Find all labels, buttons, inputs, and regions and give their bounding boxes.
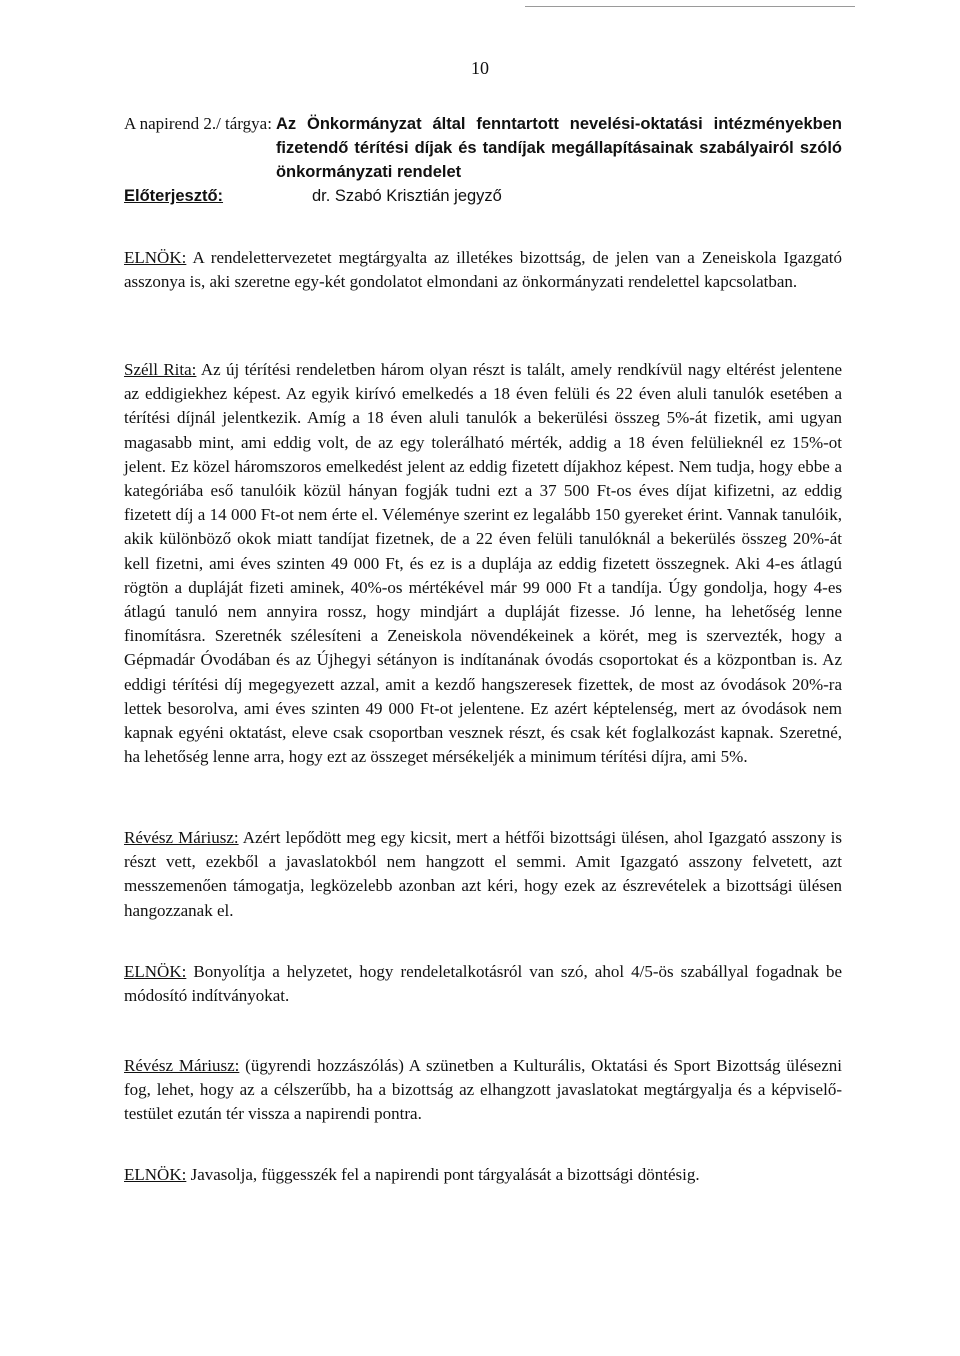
- speaker-name: Révész Máriusz:: [124, 1056, 240, 1075]
- paragraph-szell-rita: [124, 358, 842, 769]
- speaker-name: Révész Máriusz:: [124, 828, 239, 847]
- paragraph-text: Az új térítési rendeletben három olyan részt is talált, amely rendkívül nagy eltérést jelentene az eddigiekhez képest. Az egyik kirívó emelkedés a 18 éven felüli és 22 éven aluli tanulók esetében a térítési díjnál jelentkezik. Amíg a 18 éven aluli tanulók a bekerülési összeg 5%-át fizetik, ami ugyan magasabb mint, ami eddig volt, de az egy tolerálható mérték, addig a 18 éven felülieknél ez 15%-ot jelent. Ez közel háromszoros emelkedést jelent az eddig fizetett díjakhoz képest. Nem tudja, hogy ebbe a kategóriába eső tanulóik közül hányan fogják tudni ezt a 37 500 Ft-os éves díjat kifizetni, az eddig fizetett díj a 14 000 Ft-ot nem érte el. Véleménye szerint ez legalább 150 gyereket érint. Vannak tanulóik, akik különböző okok miatt tandíjat fizetnek, de a 22 éven felüli tanulóknál a bekerülés összeg 20%-át kell fizetni, ami éves szinten 49 000 Ft, és ez is a duplája az eddig fizetett összegnek. Aki 4-es átlagú rögtön a dupláját fizeti aminek, 40%-os mértékével már 99 000 Ft a tandíja. Úgy gondolja, hogy 4-es átlagú tanuló nem annyira rossz, hogy mindjárt a dupláját fizesse. Jó lenne, ha lehetőség lenne finomításra. Szeretnék szélesíteni a Zeneiskola növendékeinek a körét, meg is szervezték, hogy a Gépmadár Óvodában és az Újhegyi sétányon is indítanának óvodás csoportokat és a központban is. Az eddigi térítési díj megegyezett azzal, amit a kezdő hangszeresek fizettek, de most az óvodások 20%-ra lettek besorolva, ami éves szinten 49 000 Ft-ot jelentene. Ez azért képtelenség, mert az óvodások nem kapnak egyéni oktatást, eleve csak csoportban vesznek részt, és csak két foglalkozást kapnak. Szeretné, ha lehetőség lenne arra, hogy ezt az összeget mérsékeljék a minimum térítési díjra, ami 5%.: [124, 360, 843, 767]
- page-number: 10: [471, 58, 489, 78]
- paragraph-text: Javasolja, függesszék fel a napirendi pont tárgyalását a bizottsági döntésig.: [190, 1165, 700, 1184]
- paragraph-text: Bonyolítja a helyzetet, hogy rendeletalkotásról van szó, ahol 4/5-ös szabállyal fogadnak be módosító indítványokat.: [124, 962, 842, 1006]
- paragraph-text: A rendelettervezetet megtárgyalta az illetékes bizottság, de jelen van a Zeneiskola Igazgató asszonya is, aki szeretne egy-két gondolatot elmondani az önkormányzati rendelettel kapcsolatban.: [124, 248, 843, 292]
- agenda-header: [124, 112, 842, 208]
- paragraph-elnok-1: [124, 246, 842, 294]
- paragraph-revesz-2: [124, 1054, 842, 1127]
- presenter-label: Előterjesztő:: [124, 187, 224, 205]
- paragraph-text: (ügyrendi hozzászólás) A szünetben a Kulturális, Oktatási és Sport Bizottság ülésezni fog, lehet, hogy az a célszerűbb, ha a bizottság az elhangzott javaslatokat megtárgyalja és a képviselő-testület ezután tér vissza a napirendi pontra.: [124, 1056, 842, 1124]
- paragraph-revesz-1: [124, 826, 842, 923]
- paragraph-elnok-2: [124, 960, 842, 1008]
- agenda-subject: Az Önkormányzat által fenntartott nevelési-oktatási intézményekben fizetendő térítési díjak és tandíjak megállapításainak szabályairól szóló önkormányzati rendelet: [275, 115, 842, 181]
- speaker-name: ELNÖK:: [124, 962, 187, 981]
- speaker-name: ELNÖK:: [124, 248, 187, 267]
- paragraph-text: Azért lepődött meg egy kicsit, mert a hétfői bizottsági ülésen, ahol Igazgató asszony is részt vett, ezekből a javaslatokból nem hangzott el semmi. Amit Igazgató asszony felvetett, azt messzemenően támogatja, legközelebb azonban azt kéri, hogy ezek az észrevételek a bizottsági ülésen hangozzanak el.: [124, 828, 843, 920]
- scan-artifact-line: [525, 6, 855, 7]
- speaker-name: Széll Rita:: [124, 360, 197, 379]
- presenter-name: dr. Szabó Krisztián jegyző: [312, 187, 502, 205]
- agenda-lead: A napirend 2./ tárgya:: [124, 114, 272, 133]
- paragraph-elnok-3: [124, 1163, 842, 1187]
- speaker-name: ELNÖK:: [124, 1165, 187, 1184]
